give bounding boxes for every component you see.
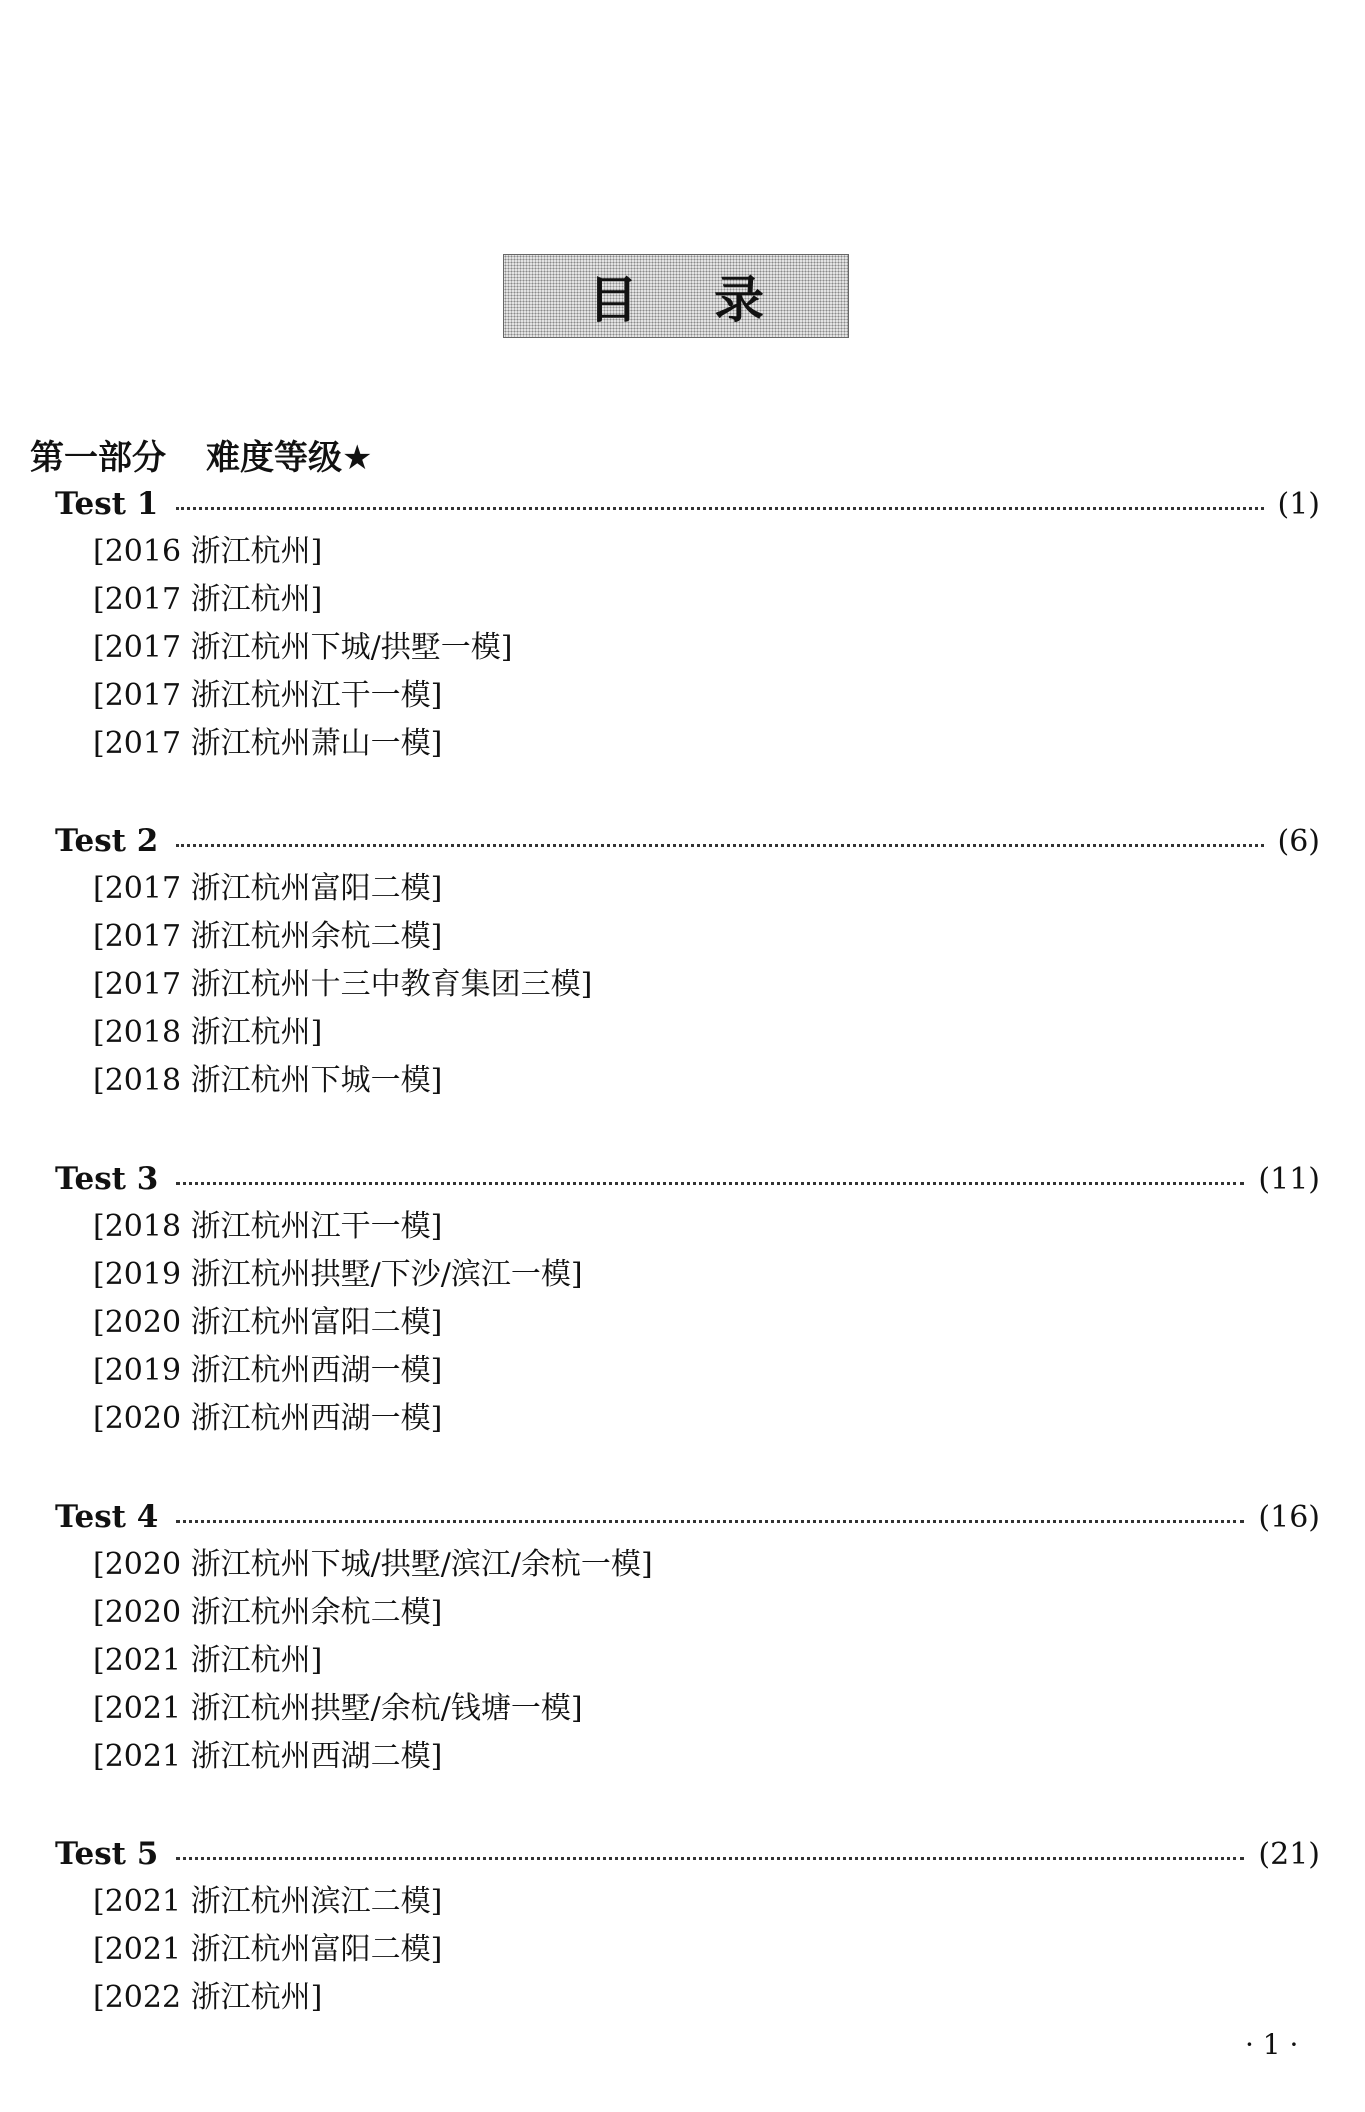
page-ref: (16) <box>1258 1499 1320 1535</box>
source-text: 2017 浙江杭州余杭二模 <box>104 919 431 954</box>
page-ref: (11) <box>1258 1161 1320 1197</box>
source-item: [2020 浙江杭州下城/拱墅/滨江/余杭一模] <box>93 1547 653 1582</box>
source-text: 2017 浙江杭州萧山一模 <box>104 726 431 761</box>
source-text: 2022 浙江杭州 <box>104 1980 311 2015</box>
page-ref: (6) <box>1277 823 1320 859</box>
dot-leader <box>176 844 1263 847</box>
toc-title-char-1: 目 <box>588 271 638 329</box>
source-item: [2017 浙江杭州江干一模] <box>93 678 443 713</box>
source-item: [2020 浙江杭州余杭二模] <box>93 1595 443 1630</box>
source-text: 2020 浙江杭州富阳二模 <box>104 1305 431 1340</box>
source-text: 2018 浙江杭州江干一模 <box>104 1209 431 1244</box>
source-text: 2020 浙江杭州西湖一模 <box>104 1401 431 1436</box>
source-text: 2021 浙江杭州拱墅/余杭/钱塘一模 <box>104 1691 571 1726</box>
source-item: [2018 浙江杭州] <box>93 1015 323 1050</box>
source-item: [2016 浙江杭州] <box>93 534 323 569</box>
source-item: [2018 浙江杭州江干一模] <box>93 1209 443 1244</box>
source-text: 2017 浙江杭州下城/拱墅一模 <box>104 630 501 665</box>
source-item: [2020 浙江杭州富阳二模] <box>93 1305 443 1340</box>
toc-title-box <box>503 254 849 338</box>
source-item: [2017 浙江杭州下城/拱墅一模] <box>93 630 513 665</box>
source-text: 2017 浙江杭州富阳二模 <box>104 871 431 906</box>
source-item: [2017 浙江杭州十三中教育集团三模] <box>93 967 593 1002</box>
dot-leader <box>176 1182 1244 1185</box>
source-text: 2020 浙江杭州下城/拱墅/滨江/余杭一模 <box>104 1547 641 1582</box>
page-ref: (1) <box>1277 486 1320 522</box>
part-label: 第一部分 <box>30 438 166 478</box>
page-ref: (21) <box>1258 1836 1320 1872</box>
dot-leader <box>176 1520 1244 1523</box>
test-label: Test 4 <box>55 1499 159 1535</box>
source-item: [2018 浙江杭州下城一模] <box>93 1063 443 1098</box>
test-label: Test 2 <box>55 823 159 859</box>
test-label: Test 1 <box>55 486 159 522</box>
source-item: [2019 浙江杭州拱墅/下沙/滨江一模] <box>93 1257 583 1292</box>
toc-entry-test-5[interactable] <box>55 1832 1320 1876</box>
page-number: · 1 · <box>1245 2028 1299 2061</box>
toc-title-char-2: 录 <box>714 271 764 329</box>
source-text: 2018 浙江杭州下城一模 <box>104 1063 431 1098</box>
test-label: Test 5 <box>55 1836 159 1872</box>
source-item: [2019 浙江杭州西湖一模] <box>93 1353 443 1388</box>
source-item: [2017 浙江杭州] <box>93 582 323 617</box>
part-difficulty: 难度等级★ <box>206 438 373 478</box>
toc-entry-test-1[interactable] <box>55 482 1320 526</box>
source-text: 2019 浙江杭州拱墅/下沙/滨江一模 <box>104 1257 571 1292</box>
source-text: 2020 浙江杭州余杭二模 <box>104 1595 431 1630</box>
source-item: [2021 浙江杭州拱墅/余杭/钱塘一模] <box>93 1691 583 1726</box>
source-item: [2017 浙江杭州萧山一模] <box>93 726 443 761</box>
source-text: 2017 浙江杭州江干一模 <box>104 678 431 713</box>
source-text: 2018 浙江杭州 <box>104 1015 311 1050</box>
source-text: 2021 浙江杭州西湖二模 <box>104 1739 431 1774</box>
source-item: [2022 浙江杭州] <box>93 1980 323 2015</box>
toc-entry-test-2[interactable] <box>55 819 1320 863</box>
source-text: 2021 浙江杭州 <box>104 1643 311 1678</box>
dot-leader <box>176 1857 1244 1860</box>
source-item: [2017 浙江杭州余杭二模] <box>93 919 443 954</box>
source-text: 2021 浙江杭州滨江二模 <box>104 1884 431 1919</box>
source-text: 2017 浙江杭州 <box>104 582 311 617</box>
source-item: [2017 浙江杭州富阳二模] <box>93 871 443 906</box>
source-text: 2021 浙江杭州富阳二模 <box>104 1932 431 1967</box>
source-text: 2019 浙江杭州西湖一模 <box>104 1353 431 1388</box>
toc-entry-test-4[interactable] <box>55 1495 1320 1539</box>
test-label: Test 3 <box>55 1161 159 1197</box>
source-item: [2021 浙江杭州] <box>93 1643 323 1678</box>
source-text: 2016 浙江杭州 <box>104 534 311 569</box>
source-item: [2021 浙江杭州滨江二模] <box>93 1884 443 1919</box>
part-heading <box>30 430 372 479</box>
source-text: 2017 浙江杭州十三中教育集团三模 <box>104 967 581 1002</box>
source-item: [2021 浙江杭州西湖二模] <box>93 1739 443 1774</box>
source-item: [2021 浙江杭州富阳二模] <box>93 1932 443 1967</box>
dot-leader <box>176 507 1263 510</box>
toc-entry-test-3[interactable] <box>55 1157 1320 1201</box>
source-item: [2020 浙江杭州西湖一模] <box>93 1401 443 1436</box>
